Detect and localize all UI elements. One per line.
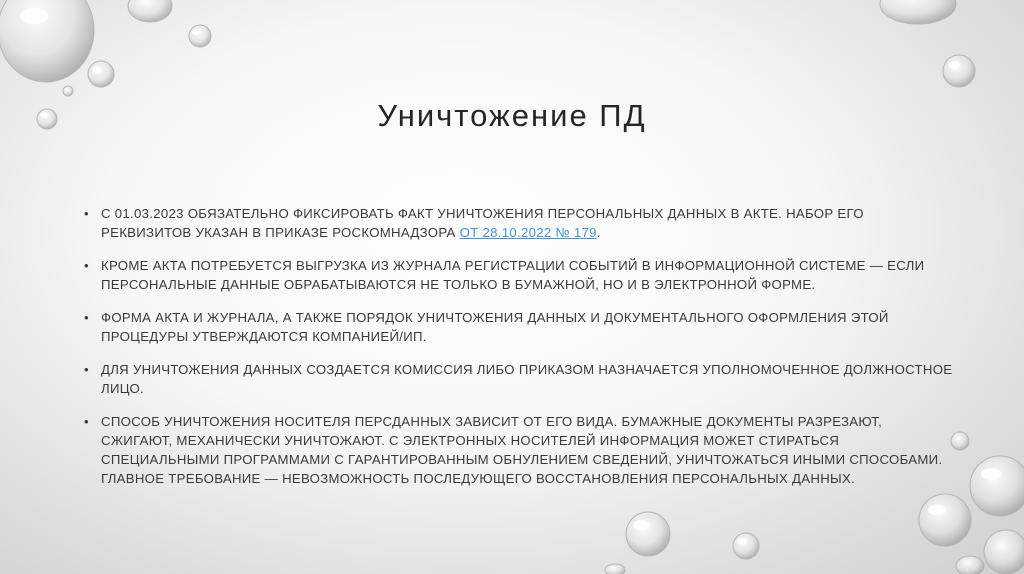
bullet-item — [84, 412, 954, 488]
bullet-text: СПОСОБ УНИЧТОЖЕНИЯ НОСИТЕЛЯ ПЕРСДАННЫХ ЗАВИСИТ ОТ ЕГО ВИДА. БУМАЖНЫЕ ДОКУМЕНТЫ РАЗРЕЗАЮТ, СЖИГАЮТ, МЕХАНИЧЕСКИ УНИЧТОЖАЮТ. С ЭЛЕКТРОННЫХ НОСИТЕЛЕЙ ИНФОРМАЦИЯ МОЖЕТ СТИРАТЬСЯ СПЕЦИАЛЬНЫМИ ПРОГРАММАМИ С ГАРАНТИРОВАННЫМ ОБНУЛЕНИЕМ СВЕДЕНИЙ, УНИЧТОЖАТЬСЯ ИНЫМИ СПОСОБАМИ. ГЛАВНОЕ ТРЕБОВАНИЕ — НЕВОЗМОЖНОСТЬ ПОСЛЕДУЮЩЕГО ВОССТАНОВЛЕНИЯ ПЕРСОНАЛЬНЫХ ДАННЫХ. — [101, 414, 943, 486]
bullet-marker: • — [84, 414, 89, 429]
bullet-marker: • — [84, 362, 89, 377]
bullet-marker: • — [84, 258, 89, 273]
bullet-item — [84, 308, 954, 346]
bullet-item — [84, 360, 954, 398]
bullet-text: ФОРМА АКТА И ЖУРНАЛА, А ТАКЖЕ ПОРЯДОК УНИЧТОЖЕНИЯ ДАННЫХ И ДОКУМЕНТАЛЬНОГО ОФОРМЛЕНИЯ ЭТОЙ ПРОЦЕДУРЫ УТВЕРЖДАЮТСЯ КОМПАНИЕЙ/ИП. — [101, 310, 889, 344]
slide-title: Уничтожение ПД — [377, 98, 647, 133]
bullet-text: КРОМЕ АКТА ПОТРЕБУЕТСЯ ВЫГРУЗКА ИЗ ЖУРНАЛА РЕГИСТРАЦИИ СОБЫТИЙ В ИНФОРМАЦИОННОЙ СИСТЕМЕ — ЕСЛИ ПЕРСОНАЛЬНЫЕ ДАННЫЕ ОБРАБАТЫВАЮТСЯ НЕ ТОЛЬКО В БУМАЖНОЙ, НО И В ЭЛЕКТРОННОЙ ФОРМЕ. — [101, 258, 925, 292]
bullet-item — [84, 204, 954, 242]
bullet-text-tail: . — [596, 225, 601, 240]
bullet-marker: • — [84, 310, 89, 325]
bullet-list — [84, 204, 954, 502]
bullet-marker: • — [84, 206, 89, 221]
bullet-text: ДЛЯ УНИЧТОЖЕНИЯ ДАННЫХ СОЗДАЕТСЯ КОМИССИЯ ЛИБО ПРИКАЗОМ НАЗНАЧАЕТСЯ УПОЛНОМОЧЕННОЕ ДОЛЖНОСТНОЕ ЛИЦО. — [101, 362, 953, 396]
bullet-item — [84, 256, 954, 294]
order-link[interactable]: ОТ 28.10.2022 № 179 — [459, 225, 597, 240]
bullet-text: С 01.03.2023 ОБЯЗАТЕЛЬНО ФИКСИРОВАТЬ ФАКТ УНИЧТОЖЕНИЯ ПЕРСОНАЛЬНЫХ ДАННЫХ В АКТЕ. НАБОР ЕГО РЕКВИЗИТОВ УКАЗАН В ПРИКАЗЕ РОСКОМНАДЗОРА — [101, 206, 864, 240]
